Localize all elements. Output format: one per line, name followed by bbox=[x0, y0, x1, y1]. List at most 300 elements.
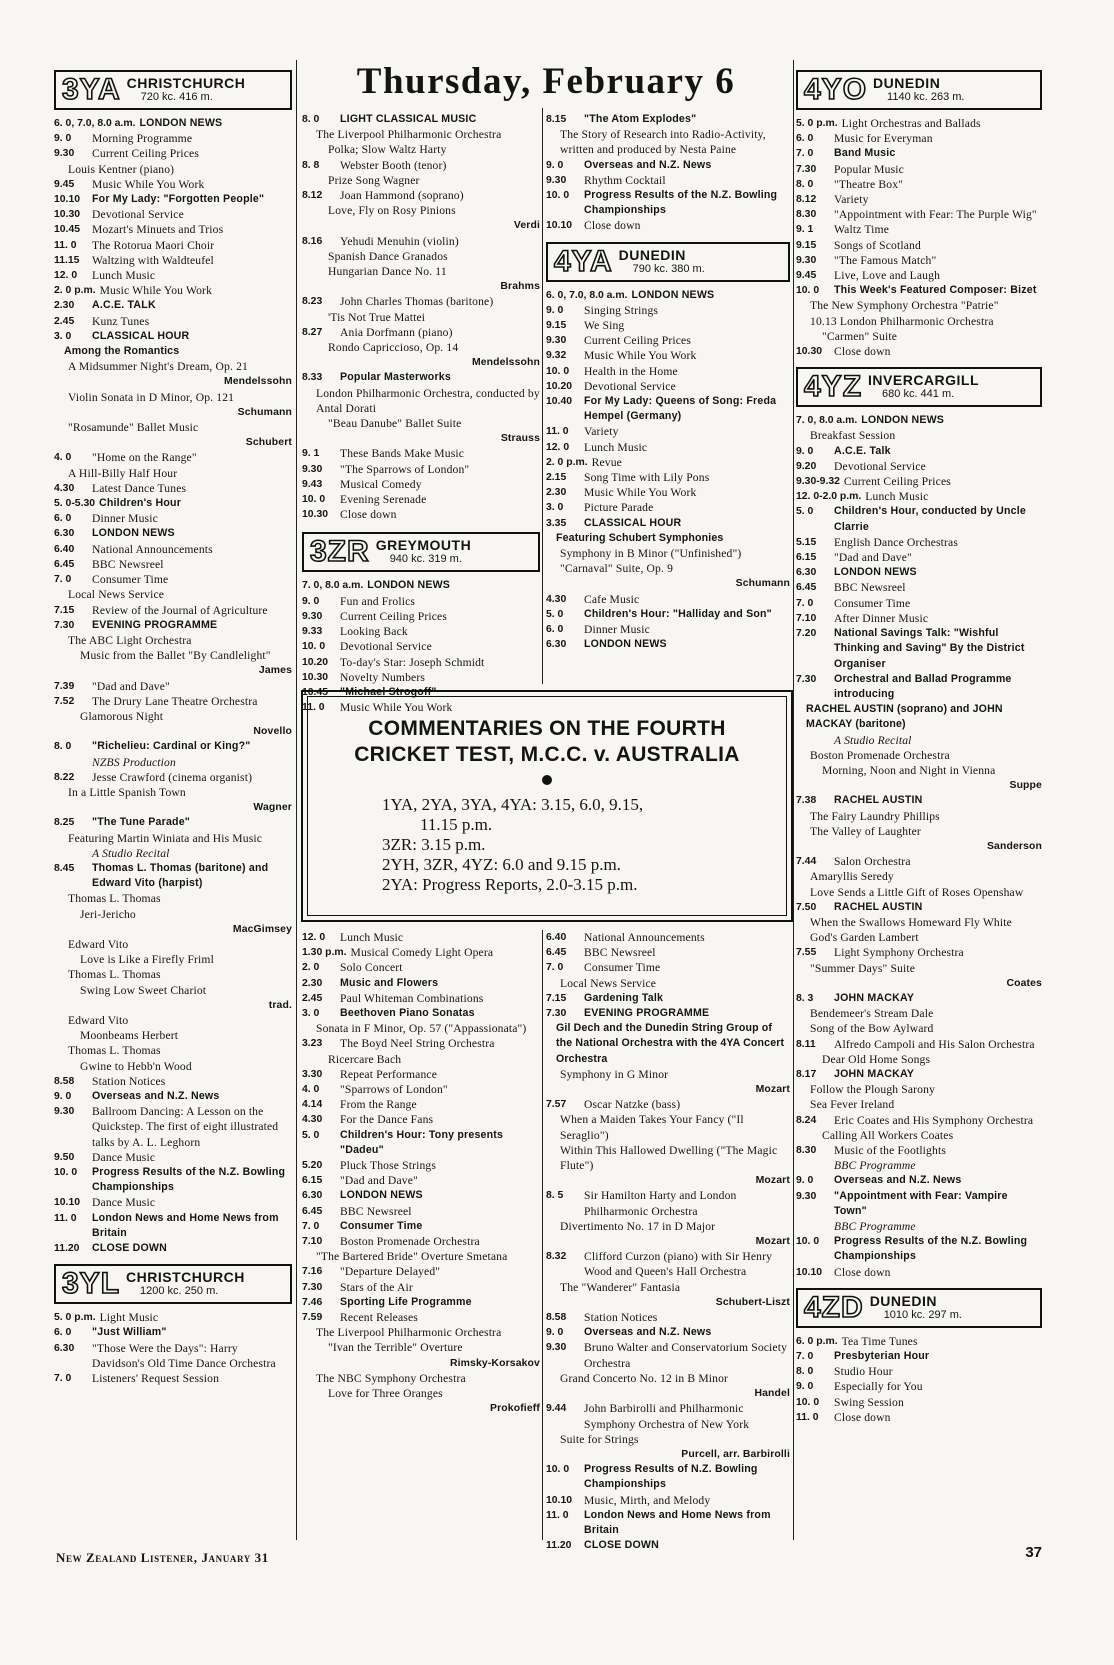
programme-time: 7.30 bbox=[796, 163, 817, 175]
programme-title: Picture Parade bbox=[584, 501, 654, 515]
programme-detail: Ricercare Bach bbox=[328, 1052, 402, 1066]
programme-entry bbox=[302, 930, 540, 945]
station-banner-4ya bbox=[546, 242, 790, 282]
programme-time: 8. 0 bbox=[302, 114, 320, 125]
programme-time: 9.15 bbox=[546, 320, 567, 332]
programme-entry bbox=[546, 930, 790, 945]
programme-time: 7. 0 bbox=[302, 1220, 320, 1232]
programme-time: 10. 0 bbox=[546, 190, 570, 202]
station-city: INVERCARGILL bbox=[868, 372, 980, 389]
programme-title: Repeat Performance bbox=[340, 1067, 438, 1081]
programme-entry bbox=[546, 288, 790, 303]
column-3zr-cont bbox=[302, 930, 540, 1417]
programme-title: Presbyterian Hour bbox=[834, 1350, 930, 1363]
programme-entry bbox=[302, 976, 540, 991]
programme-title: "Departure Delayed" bbox=[340, 1265, 441, 1279]
programme-time: 10.10 bbox=[54, 194, 81, 206]
programme-title: Close down bbox=[340, 508, 397, 522]
programme-time: 8.45 bbox=[54, 862, 75, 874]
programme-time: 5. 0 bbox=[302, 1129, 320, 1141]
programme-entry bbox=[796, 489, 1042, 504]
programme-entry bbox=[796, 611, 1042, 626]
programme-entry bbox=[302, 446, 540, 461]
programme-time: 9. 0 bbox=[546, 304, 564, 316]
programme-title: Overseas and N.Z. News bbox=[92, 1090, 220, 1102]
cricket-commentary-box bbox=[301, 690, 793, 922]
programme-time: 12. 0 bbox=[54, 270, 78, 282]
programme-detail: Suite for Strings bbox=[560, 1432, 639, 1446]
programme-title: Close down bbox=[834, 1265, 891, 1279]
programme-time: 10. 0 bbox=[302, 641, 326, 653]
programme-time: 4.30 bbox=[546, 593, 567, 605]
programme-time: 10.30 bbox=[796, 346, 823, 358]
programme-time: 2.30 bbox=[546, 487, 567, 499]
programme-title: A.C.E. TALK bbox=[92, 299, 156, 312]
programme-time: 10.45 bbox=[302, 686, 329, 698]
programme-time: 9.50 bbox=[54, 1151, 75, 1163]
programme-time: 7.20 bbox=[796, 628, 817, 640]
programme-title: EVENING PROGRAMME bbox=[92, 618, 218, 631]
programme-entry bbox=[546, 333, 790, 348]
programme-title: Variety bbox=[834, 193, 869, 207]
programme-time: 11. 0 bbox=[796, 1411, 819, 1423]
programme-detail: Gil Dech and the Dunedin String Group of the National Orchestra with the 4YA Concert Orchestra bbox=[556, 1022, 785, 1065]
programme-detail: Symphony in B Minor ("Unfinished") bbox=[560, 547, 742, 561]
station-frequency: 1200 kc. 250 m. bbox=[140, 1285, 219, 1298]
programme-entry bbox=[796, 177, 1042, 192]
programme-entry bbox=[54, 1074, 292, 1089]
programme-time: 7.50 bbox=[796, 901, 817, 913]
programme-entry bbox=[796, 474, 1042, 489]
programme-detail: Morning, Noon and Night in Vienna bbox=[822, 763, 996, 777]
programme-detail: Featuring Schubert Symphonies bbox=[556, 531, 724, 544]
programme-detail: Love for Three Oranges bbox=[328, 1387, 443, 1401]
programme-title: LONDON NEWS bbox=[861, 414, 945, 427]
composer-credit: trad. bbox=[268, 999, 292, 1011]
station-banner-3ya bbox=[54, 70, 292, 110]
programme-title: Musical Comedy bbox=[340, 477, 422, 491]
programme-title: Popular Masterworks bbox=[340, 371, 451, 384]
programme-entry bbox=[54, 770, 292, 785]
programme-detail: RACHEL AUSTIN (soprano) and JOHN MACKAY (baritone) bbox=[806, 703, 1003, 731]
programme-detail: "Carmen" Suite bbox=[822, 329, 897, 343]
programme-entry bbox=[302, 1234, 540, 1249]
programme-entry bbox=[302, 655, 540, 670]
programme-time: 9. 1 bbox=[302, 448, 320, 460]
programme-time: 6.40 bbox=[546, 932, 567, 943]
column-4ya-cont bbox=[546, 930, 790, 1553]
station-frequency: 940 kc. 319 m. bbox=[389, 553, 462, 566]
programme-detail: Rondo Capriccioso, Op. 14 bbox=[328, 341, 459, 355]
programme-time: 9.30 bbox=[54, 148, 75, 160]
programme-title: Current Ceiling Prices bbox=[340, 609, 447, 623]
programme-time: 4.30 bbox=[54, 482, 75, 494]
programme-detail: In a Little Spanish Town bbox=[68, 785, 186, 799]
programme-time: 6. 0 bbox=[54, 513, 72, 525]
programme-detail: Divertimento No. 17 in D Major bbox=[560, 1219, 716, 1233]
programme-time: 11.20 bbox=[546, 1540, 572, 1552]
programme-time: 6. 0 bbox=[796, 133, 814, 145]
programme-time: 9.30 bbox=[302, 463, 323, 475]
programme-title: LONDON NEWS bbox=[92, 527, 175, 540]
programme-detail: Music from the Ballet "By Candlelight" bbox=[80, 649, 271, 663]
programme-time: 8.27 bbox=[302, 326, 323, 338]
programme-time: 10.10 bbox=[546, 220, 573, 232]
programme-time: 9. 0 bbox=[54, 1091, 72, 1102]
programme-detail: "Ivan the Terrible" Overture bbox=[328, 1341, 463, 1355]
schedule-3zr-cont bbox=[302, 930, 540, 1417]
programme-time: 10. 0 bbox=[796, 285, 820, 297]
programme-entry bbox=[546, 424, 790, 439]
programme-time: 7.59 bbox=[302, 1312, 323, 1324]
programme-time: 9.30 bbox=[54, 1106, 75, 1118]
programme-entry bbox=[546, 188, 790, 218]
programme-entry bbox=[796, 344, 1042, 359]
programme-title: Current Ceiling Prices bbox=[92, 147, 199, 161]
programme-title: Boston Promenade Orchestra bbox=[340, 1235, 480, 1249]
programme-title: LONDON NEWS bbox=[340, 1189, 423, 1202]
composer-credit: Brahms bbox=[500, 281, 540, 293]
programme-title: Dance Music bbox=[92, 1196, 156, 1210]
programme-time: 8. 0 bbox=[796, 1366, 814, 1378]
programme-time: 9. 0 bbox=[796, 1381, 814, 1393]
programme-entry bbox=[54, 131, 292, 146]
programme-time: 9.30 bbox=[796, 254, 817, 266]
programme-title: Webster Booth (tenor) bbox=[340, 158, 447, 172]
programme-title: "The Atom Explodes" bbox=[584, 113, 697, 125]
programme-title: Overseas and N.Z. News bbox=[834, 1174, 962, 1187]
programme-detail: Edward Vito bbox=[68, 1013, 129, 1027]
programme-entry bbox=[54, 146, 292, 161]
programme-title: Pluck Those Strings bbox=[340, 1159, 437, 1173]
programme-time: 7.15 bbox=[54, 604, 75, 616]
programme-detail: A Midsummer Night's Dream, Op. 21 bbox=[68, 360, 248, 374]
programme-time: 10.40 bbox=[546, 396, 573, 408]
composer-credit: Schubert bbox=[245, 437, 292, 449]
programme-entry bbox=[796, 222, 1042, 237]
programme-time: 6.45 bbox=[302, 1205, 323, 1217]
programme-time: 8.58 bbox=[546, 1312, 567, 1324]
composer-credit: James bbox=[258, 665, 292, 677]
programme-entry bbox=[546, 440, 790, 455]
programme-time: 7.30 bbox=[54, 619, 75, 631]
programme-time: 2.15 bbox=[546, 472, 567, 484]
programme-detail: NZBS Production bbox=[92, 755, 176, 769]
programme-title: Devotional Service bbox=[92, 208, 184, 222]
composer-credit: Mendelssohn bbox=[223, 376, 292, 388]
programme-title: Light Music bbox=[99, 1311, 159, 1325]
programme-entry bbox=[546, 1249, 790, 1279]
programme-entry bbox=[546, 1188, 790, 1218]
programme-detail: Love Sends a Little Gift of Roses Openshaw bbox=[810, 885, 1024, 899]
programme-title: Joan Hammond (soprano) bbox=[340, 189, 464, 203]
programme-title: Morning Programme bbox=[92, 132, 193, 146]
programme-entry bbox=[796, 1379, 1042, 1394]
programme-entry bbox=[54, 694, 292, 709]
programme-entry bbox=[54, 450, 292, 465]
programme-entry bbox=[302, 507, 540, 522]
programme-time: 3.30 bbox=[302, 1068, 323, 1080]
programme-time: 7. 0 bbox=[796, 597, 814, 609]
programme-detail: Sonata in F Minor, Op. 57 ("Appassionata") bbox=[316, 1022, 527, 1036]
station-callsign: 3YA bbox=[62, 73, 121, 106]
programme-entry bbox=[302, 1173, 540, 1188]
programme-time: 8. 0 bbox=[796, 178, 814, 190]
programme-title: Alfredo Campoli and His Salon Orchestra bbox=[834, 1037, 1035, 1051]
programme-title: This Week's Featured Composer: Bizet bbox=[834, 284, 1037, 297]
programme-title: For My Lady: Queens of Song: Freda Hempel (Germany) bbox=[584, 395, 777, 423]
programme-title: Cafe Music bbox=[584, 592, 640, 606]
programme-detail: Jeri-Jericho bbox=[80, 907, 136, 921]
programme-entry bbox=[796, 991, 1042, 1006]
programme-entry bbox=[302, 112, 540, 127]
programme-entry bbox=[302, 158, 540, 173]
programme-time: 7. 0 bbox=[796, 148, 814, 160]
programme-time: 10.20 bbox=[546, 380, 573, 392]
programme-title: Jesse Crawford (cinema organist) bbox=[92, 770, 253, 784]
programme-title: Devotional Service bbox=[340, 640, 432, 654]
programme-time: 9.45 bbox=[796, 270, 817, 282]
programme-entry bbox=[796, 413, 1042, 428]
programme-entry bbox=[546, 218, 790, 233]
programme-entry bbox=[54, 1165, 292, 1195]
programme-time: 6.45 bbox=[54, 558, 75, 570]
programme-title: "Sparrows of London" bbox=[340, 1083, 448, 1097]
programme-entry bbox=[796, 1265, 1042, 1280]
programme-entry bbox=[796, 672, 1042, 702]
programme-detail: Violin Sonata in D Minor, Op. 121 bbox=[68, 390, 235, 404]
programme-title: Health in the Home bbox=[584, 364, 678, 378]
programme-title: Lunch Music bbox=[92, 269, 156, 283]
programme-entry bbox=[546, 1310, 790, 1325]
programme-title: CLOSE DOWN bbox=[584, 1539, 659, 1552]
programme-time: 5.20 bbox=[302, 1160, 323, 1172]
programme-detail: Within This Hallowed Dwelling ("The Magic Flute") bbox=[560, 1143, 778, 1173]
programme-title: Consumer Time bbox=[584, 961, 661, 975]
programme-title: Lunch Music bbox=[340, 931, 404, 944]
programme-time: 10.10 bbox=[54, 1197, 81, 1209]
programme-title: Sir Hamilton Harty and London Philharmonic Orchestra bbox=[584, 1189, 737, 1218]
programme-title: Looking Back bbox=[340, 625, 408, 639]
station-city: DUNEDIN bbox=[873, 75, 941, 91]
programme-entry bbox=[796, 596, 1042, 611]
programme-entry bbox=[54, 815, 292, 830]
station-city: DUNEDIN bbox=[869, 1292, 937, 1309]
programme-time: 3.35 bbox=[546, 517, 567, 529]
programme-title: Waltz Time bbox=[834, 223, 889, 237]
station-city: CHRISTCHURCH bbox=[126, 1269, 245, 1286]
programme-title: Singing Strings bbox=[584, 303, 659, 317]
programme-title: "Dad and Dave" bbox=[92, 679, 170, 693]
cricket-times: 1YA, 2YA, 3YA, 4YA: 3.15, 6.0, 9.15, bbox=[382, 795, 644, 814]
programme-time: 9.44 bbox=[546, 1403, 567, 1415]
programme-entry bbox=[302, 670, 540, 685]
programme-entry bbox=[796, 1173, 1042, 1188]
programme-entry bbox=[54, 739, 292, 754]
composer-credit: Handel bbox=[754, 1388, 790, 1400]
programme-title: CLASSICAL HOUR bbox=[92, 329, 190, 342]
programme-entry bbox=[546, 485, 790, 500]
programme-detail: The ABC Light Orchestra bbox=[68, 633, 192, 647]
programme-entry bbox=[546, 470, 790, 485]
programme-time: 12. 0 bbox=[302, 932, 326, 943]
programme-time: 7.30 bbox=[546, 1008, 567, 1020]
programme-entry bbox=[796, 504, 1042, 534]
programme-detail: The Liverpool Philharmonic Orchestra bbox=[316, 128, 502, 142]
programme-detail: BBC Programme bbox=[834, 1159, 916, 1173]
station-frequency: 790 kc. 380 m. bbox=[632, 262, 705, 275]
programme-entry bbox=[54, 1150, 292, 1165]
programme-title: JOHN MACKAY bbox=[834, 1067, 915, 1080]
programme-title: Current Ceiling Prices bbox=[584, 334, 691, 348]
programme-detail: Swing Low Sweet Chariot bbox=[80, 983, 207, 997]
programme-title: LONDON NEWS bbox=[139, 117, 223, 129]
programme-time: 10.30 bbox=[302, 671, 329, 683]
programme-time: 8.12 bbox=[302, 190, 323, 202]
programme-title: Devotional Service bbox=[584, 379, 676, 393]
programme-entry bbox=[302, 492, 540, 507]
programme-detail: Bendemeer's Stream Dale bbox=[810, 1007, 934, 1021]
programme-entry bbox=[546, 516, 790, 531]
programme-title: Songs of Scotland bbox=[834, 238, 921, 252]
programme-time: 9.15 bbox=[796, 239, 817, 251]
programme-time: 3. 0 bbox=[546, 502, 564, 514]
station-callsign: 4YA bbox=[554, 244, 613, 278]
programme-entry bbox=[302, 1188, 540, 1203]
programme-time: 7.38 bbox=[796, 795, 817, 807]
programme-entry bbox=[302, 624, 540, 639]
programme-title: Overseas and N.Z. News bbox=[584, 1326, 712, 1339]
programme-title: To-day's Star: Joseph Schmidt bbox=[340, 655, 485, 669]
programme-time: 8.30 bbox=[796, 209, 817, 221]
programme-entry bbox=[796, 565, 1042, 580]
cricket-heading: CRICKET TEST, M.C.C. v. AUSTRALIA bbox=[354, 743, 740, 766]
station-banner-4zd bbox=[796, 1288, 1042, 1328]
programme-title: LIGHT CLASSICAL MUSIC bbox=[340, 113, 477, 125]
programme-title: Children's Hour: Tony presents "Dadeu" bbox=[340, 1128, 504, 1156]
programme-detail: A Studio Recital bbox=[92, 846, 170, 860]
programme-title: Children's Hour bbox=[99, 497, 182, 510]
composer-credit: Mozart bbox=[755, 1084, 790, 1096]
programme-entry bbox=[546, 173, 790, 188]
programme-time: 5. 0 bbox=[546, 608, 564, 620]
programme-entry bbox=[546, 960, 790, 975]
programme-time: 5. 0 bbox=[796, 506, 814, 518]
programme-entry bbox=[302, 1264, 540, 1279]
programme-title: Station Notices bbox=[584, 1311, 658, 1325]
programme-entry bbox=[302, 1219, 540, 1234]
programme-time: 2.45 bbox=[54, 315, 75, 327]
programme-time: 8. 8 bbox=[302, 159, 320, 171]
programme-title: The Boyd Neel String Orchestra bbox=[340, 1037, 495, 1051]
programme-entry bbox=[54, 542, 292, 557]
programme-time: 10.10 bbox=[546, 1494, 573, 1506]
programme-entry bbox=[302, 1158, 540, 1173]
programme-entry bbox=[54, 861, 292, 891]
programme-entry bbox=[546, 607, 790, 622]
programme-time: 3.23 bbox=[302, 1038, 323, 1050]
schedule-4yo-cont bbox=[546, 112, 790, 234]
programme-title: Sporting Life Programme bbox=[340, 1295, 472, 1308]
programme-time: 7. 0 bbox=[796, 1351, 814, 1363]
publication-footer: New Zealand Listener, January 31 bbox=[56, 1550, 269, 1565]
programme-title: RACHEL AUSTIN bbox=[834, 794, 923, 807]
programme-title: "The Sparrows of London" bbox=[340, 462, 470, 476]
programme-entry bbox=[796, 146, 1042, 161]
programme-entry bbox=[54, 207, 292, 222]
programme-entry bbox=[546, 455, 790, 470]
station-banner-4yo bbox=[796, 70, 1042, 110]
programme-time: 7.15 bbox=[546, 992, 567, 1004]
programme-time: 7.44 bbox=[796, 856, 817, 868]
column-4yo bbox=[796, 68, 1042, 1425]
composer-credit: Sanderson bbox=[986, 840, 1042, 852]
programme-time: 6. 0 bbox=[54, 1327, 72, 1339]
programme-time: 10. 0 bbox=[302, 494, 326, 506]
programme-title: John Barbirolli and Philharmonic Symphony Orchestra of New York bbox=[584, 1402, 750, 1431]
programme-entry bbox=[546, 1340, 790, 1370]
programme-time: 7. 0 bbox=[54, 574, 72, 586]
programme-time: 8.23 bbox=[302, 296, 323, 308]
programme-entry bbox=[54, 572, 292, 587]
programme-title: BBC Newsreel bbox=[340, 1204, 412, 1218]
programme-time: 5.15 bbox=[796, 536, 817, 548]
programme-title: Rhythm Cocktail bbox=[584, 173, 666, 187]
programme-title: BBC Newsreel bbox=[584, 946, 656, 960]
programme-time: 2.45 bbox=[302, 992, 323, 1004]
schedule-4yz bbox=[796, 413, 1042, 1280]
programme-title: Clifford Curzon (piano) with Sir Henry Wood and Queen's Hall Orchestra bbox=[584, 1250, 773, 1279]
composer-credit: Schumann bbox=[735, 578, 790, 590]
programme-detail: Louis Kentner (piano) bbox=[68, 162, 175, 176]
programme-title: The Drury Lane Theatre Orchestra bbox=[92, 694, 258, 708]
programme-entry bbox=[796, 1037, 1042, 1052]
programme-title: Ania Dorfmann (piano) bbox=[340, 325, 453, 339]
programme-entry bbox=[796, 192, 1042, 207]
programme-time: 7.55 bbox=[796, 947, 817, 959]
programme-title: "Appointment with Fear: The Purple Wig" bbox=[834, 208, 1037, 222]
programme-time: 2. 0 p.m. bbox=[546, 456, 588, 468]
programme-title: Close down bbox=[834, 1410, 891, 1424]
programme-title: LONDON NEWS bbox=[834, 566, 917, 579]
programme-time: 8.58 bbox=[54, 1075, 75, 1087]
programme-title: Paul Whiteman Combinations bbox=[340, 991, 484, 1005]
programme-title: Consumer Time bbox=[92, 573, 169, 587]
programme-detail: The Liverpool Philharmonic Orchestra bbox=[316, 1326, 502, 1340]
programme-time: 4.14 bbox=[302, 1099, 323, 1111]
composer-credit: Prokofieff bbox=[490, 1403, 540, 1415]
programme-time: 12. 0-2.0 p.m. bbox=[796, 491, 862, 503]
programme-title: "Those Were the Days": Harry Davidson's Old Time Dance Orchestra bbox=[92, 1341, 276, 1370]
schedule-3yl bbox=[54, 1310, 292, 1386]
programme-detail: Symphony in G Minor bbox=[560, 1067, 669, 1081]
schedule-4zd bbox=[796, 1334, 1042, 1425]
programme-time: 9.33 bbox=[302, 626, 323, 638]
programme-title: Ballroom Dancing: A Lesson on the Quickstep. The first of eight illustrated talks by A. L. Leghorn bbox=[92, 1105, 279, 1149]
programme-time: 6. 0 p.m. bbox=[796, 1335, 838, 1347]
programme-entry bbox=[54, 618, 292, 633]
programme-time: 7.10 bbox=[302, 1236, 323, 1248]
programme-title: Devotional Service bbox=[834, 459, 926, 473]
programme-title: Yehudi Menuhin (violin) bbox=[340, 234, 459, 248]
programme-title: Novelty Numbers bbox=[340, 670, 426, 684]
programme-title: National Announcements bbox=[92, 542, 213, 556]
programme-title: From the Range bbox=[340, 1098, 417, 1112]
programme-title: Dinner Music bbox=[92, 512, 158, 526]
programme-detail: Breakfast Session bbox=[810, 429, 896, 443]
programme-title: Overseas and N.Z. News bbox=[584, 158, 712, 171]
programme-detail: Local News Service bbox=[560, 976, 657, 990]
